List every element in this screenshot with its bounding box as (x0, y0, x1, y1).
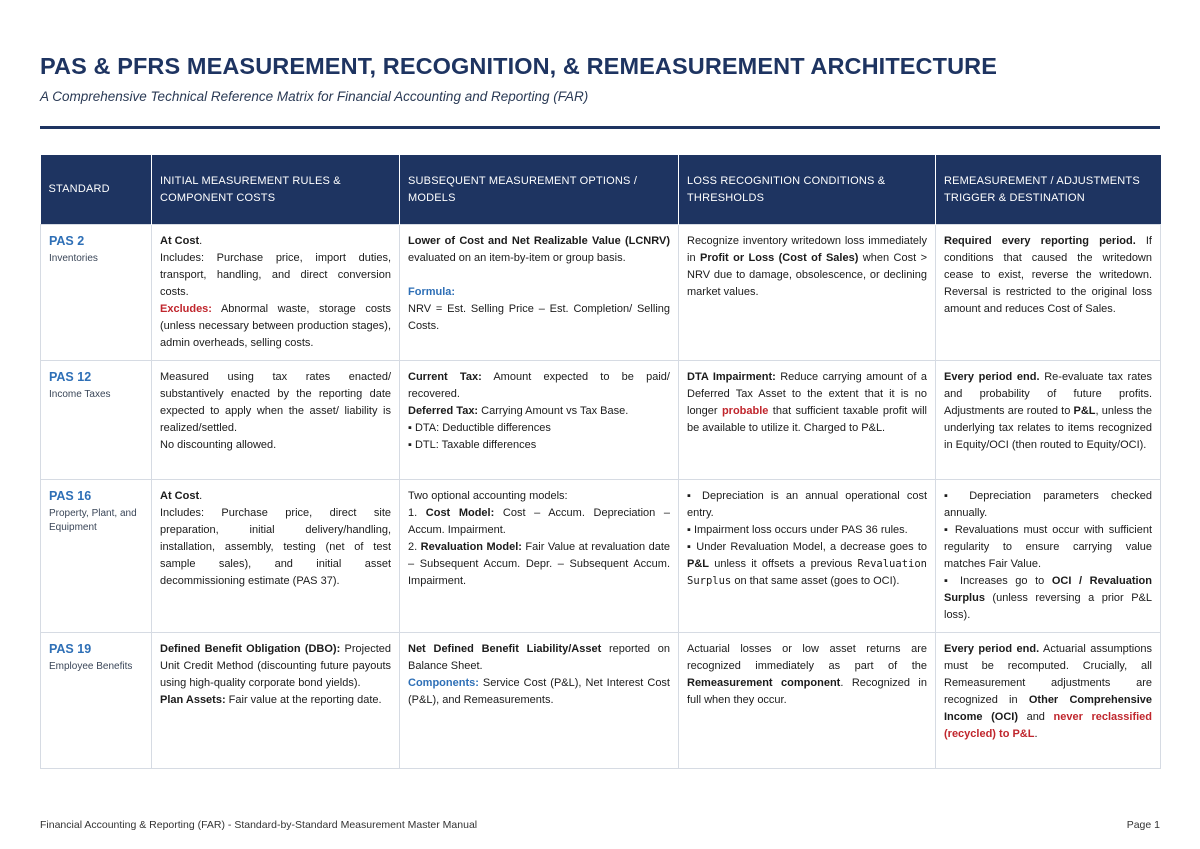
text: when Cost > NRV due to damage, obsolescence, or declining market values. (687, 252, 927, 298)
subsequent-measurement-cell (400, 225, 679, 361)
text: evaluated on an item-by-item or group basis. (408, 252, 626, 264)
standard-name: Employee Benefits (49, 661, 133, 672)
loss-recognition-cell (679, 361, 936, 480)
standard-cell (41, 633, 152, 769)
standard-name: Income Taxes (49, 389, 111, 400)
table-row (41, 361, 1161, 480)
page-title: PAS & PFRS MEASUREMENT, RECOGNITION, & REMEASUREMENT ARCHITECTURE (40, 53, 997, 79)
text: NRV = Est. Selling Price – Est. Completion/ Selling Costs. (408, 303, 670, 332)
standard-name: Inventories (49, 253, 98, 264)
text-red: never reclassified (recycled) to P&L (944, 711, 1152, 740)
standard-cell (41, 361, 152, 480)
remeasurement-cell (936, 480, 1161, 633)
text-blue: Formula: (408, 286, 456, 298)
text: 1. (408, 507, 426, 519)
text-bold: Current Tax: (408, 371, 482, 383)
header-subsequent-measurement: SUBSEQUENT MEASUREMENT OPTIONS / MODELS (400, 155, 679, 225)
text-bold: Every period end. (944, 643, 1040, 655)
text: Includes: Purchase price, direct site preparation, initial delivery/handling, installation, assembly, testing (net of test sample sales), and initial asset decommissioning estimate (PAS 37). (160, 507, 391, 587)
header-standard: STANDARD (41, 155, 152, 225)
text: reported on Balance Sheet. (408, 643, 670, 672)
text-bold: At Cost (160, 235, 200, 247)
text-mono: Revaluation Surplus (687, 558, 927, 587)
table-row (41, 480, 1161, 633)
standard-name: Property, Plant, and Equipment (49, 508, 137, 533)
standard-cell (41, 225, 152, 361)
subsequent-measurement-cell (400, 633, 679, 769)
text: Two optional accounting models: (408, 490, 568, 502)
initial-measurement-cell (152, 225, 400, 361)
text-bold: OCI / Revaluation Surplus (944, 575, 1152, 604)
text: ▪ Increases go to (944, 575, 1052, 587)
text-bold: Other Comprehensive Income (OCI) (944, 694, 1152, 723)
list-item: ▪ Depreciation is an annual operational cost entry. (687, 490, 927, 519)
text-bold: Plan Assets: (160, 694, 226, 706)
initial-measurement-cell (152, 361, 400, 480)
table-row (41, 225, 1161, 361)
text: Re-evaluate tax rates and probability of future profits. Adjustments are routed to (944, 371, 1152, 417)
text-red: probable (721, 405, 769, 417)
text: Reduce carrying amount of a Deferred Tax Asset to the extent that it is no longer (687, 371, 927, 417)
text-bold: Every period end. (944, 371, 1040, 383)
title-divider (40, 126, 1160, 129)
text: (unless reversing a prior P&L loss). (944, 592, 1152, 621)
text: No discounting allowed. (160, 439, 277, 451)
loss-recognition-cell (679, 633, 936, 769)
text: Actuarial assumptions must be recomputed. Crucially, all Remeasurement adjustments are recognized in (944, 643, 1152, 706)
text: If conditions that caused the writedown cease to exist, reverse the writedown. Reversal is restricted to the original loss amount and reduces Cost of Sales. (944, 235, 1152, 315)
text: ▪ Under Revaluation Model, a decrease goes to (687, 541, 927, 553)
table-row (41, 633, 1161, 769)
text-bold: Remeasurement component (687, 677, 841, 689)
list-item: ▪ DTA: Deductible differences (408, 422, 551, 434)
text-bold: Required every reporting period. (944, 235, 1136, 247)
text: , unless the underlying tax relates to items recognized in Equity/OCI (then routed to Equity/OCI). (944, 405, 1152, 451)
standard-code: PAS 2 (49, 234, 85, 248)
text: Fair value at the reporting date. (225, 694, 382, 706)
text: Abnormal waste, storage costs (unless necessary between production stages), admin overheads, selling costs. (160, 303, 391, 349)
text: Cost – Accum. Depreciation – Accum. Impairment. (408, 507, 670, 536)
text: unless it offsets a previous (709, 558, 858, 570)
text: Includes: Purchase price, import duties, transport, handling, and direct conversion costs. (160, 252, 391, 298)
text-bold: Net Defined Benefit Liability/Asset (408, 643, 602, 655)
text: Measured using tax rates enacted/ substantively enacted by the reporting date expected to apply when the asset/ liability is realized/settled. (160, 371, 391, 434)
footer-page-number: Page 1 (1126, 819, 1160, 831)
text: Recognize inventory writedown loss immediately in (687, 235, 927, 264)
text-bold: P&L (687, 558, 709, 570)
text: Service Cost (P&L), Net Interest Cost (P&L), and Remeasurements. (408, 677, 670, 706)
text-bold: Cost Model: (425, 507, 495, 519)
list-item: ▪ Revaluations must occur with sufficient regularity to ensure carrying value matches Fair Value. (944, 524, 1152, 570)
text: Amount expected to be paid/ recovered. (408, 371, 670, 400)
text: on that same asset (goes to OCI). (731, 575, 900, 587)
subsequent-measurement-cell (400, 361, 679, 480)
list-item: ▪ DTL: Taxable differences (408, 439, 537, 451)
standard-cell (41, 480, 152, 633)
header-initial-measurement: INITIAL MEASUREMENT RULES & COMPONENT COSTS (152, 155, 400, 225)
standard-code: PAS 12 (49, 370, 92, 384)
text: . (199, 235, 203, 247)
text: . Recognized in full when they occur. (687, 677, 927, 706)
page-subtitle: A Comprehensive Technical Reference Matrix for Financial Accounting and Reporting (FAR) (40, 89, 589, 104)
header-remeasurement: REMEASUREMENT / ADJUSTMENTS TRIGGER & DESTINATION (936, 155, 1161, 225)
standard-code: PAS 19 (49, 642, 92, 656)
text: Actuarial losses or low asset returns are recognized immediately as part of the (687, 643, 927, 672)
footer-document-title: Financial Accounting & Reporting (FAR) - Standard-by-Standard Measurement Master Manual (40, 819, 478, 831)
text: Projected Unit Credit Method (discounting future payouts using high-quality corporate bond yields). (160, 643, 391, 689)
loss-recognition-cell (679, 225, 936, 361)
text-bold: Revaluation Model: (420, 541, 522, 553)
text: that sufficient taxable profit will be available to utilize it. Charged to P&L. (687, 405, 927, 434)
text-bold: Profit or Loss (Cost of Sales) (699, 252, 859, 264)
text: . (1034, 728, 1038, 740)
remeasurement-cell (936, 225, 1161, 361)
subsequent-measurement-cell (400, 480, 679, 633)
loss-recognition-cell (679, 480, 936, 633)
text-bold: P&L (1073, 405, 1096, 417)
table-header-row (41, 155, 1161, 225)
text-blue: Components: (408, 677, 479, 689)
text-bold: Lower of Cost and Net Realizable Value (LCNRV) (408, 235, 670, 247)
text-bold: DTA Impairment: (687, 371, 776, 383)
text: Fair Value at revaluation date – Subsequent Accum. Depr. – Subsequent Accum. Impairment. (408, 541, 670, 587)
initial-measurement-cell (152, 633, 400, 769)
text-bold: At Cost (160, 490, 200, 502)
reference-matrix-table (40, 155, 1161, 769)
text-bold: Deferred Tax: (408, 405, 479, 417)
text: and (1017, 711, 1054, 723)
text: Carrying Amount vs Tax Base. (478, 405, 629, 417)
standard-code: PAS 16 (49, 489, 92, 503)
text-red: Excludes: (160, 303, 212, 315)
text: . (199, 490, 203, 502)
initial-measurement-cell (152, 480, 400, 633)
list-item: ▪ Impairment loss occurs under PAS 36 rules. (687, 524, 908, 536)
text: 2. (408, 541, 421, 553)
text-bold: Defined Benefit Obligation (DBO): (160, 643, 341, 655)
list-item: ▪ Depreciation parameters checked annually. (944, 490, 1152, 519)
header-loss-recognition: LOSS RECOGNITION CONDITIONS & THRESHOLDS (679, 155, 936, 225)
remeasurement-cell (936, 633, 1161, 769)
remeasurement-cell (936, 361, 1161, 480)
